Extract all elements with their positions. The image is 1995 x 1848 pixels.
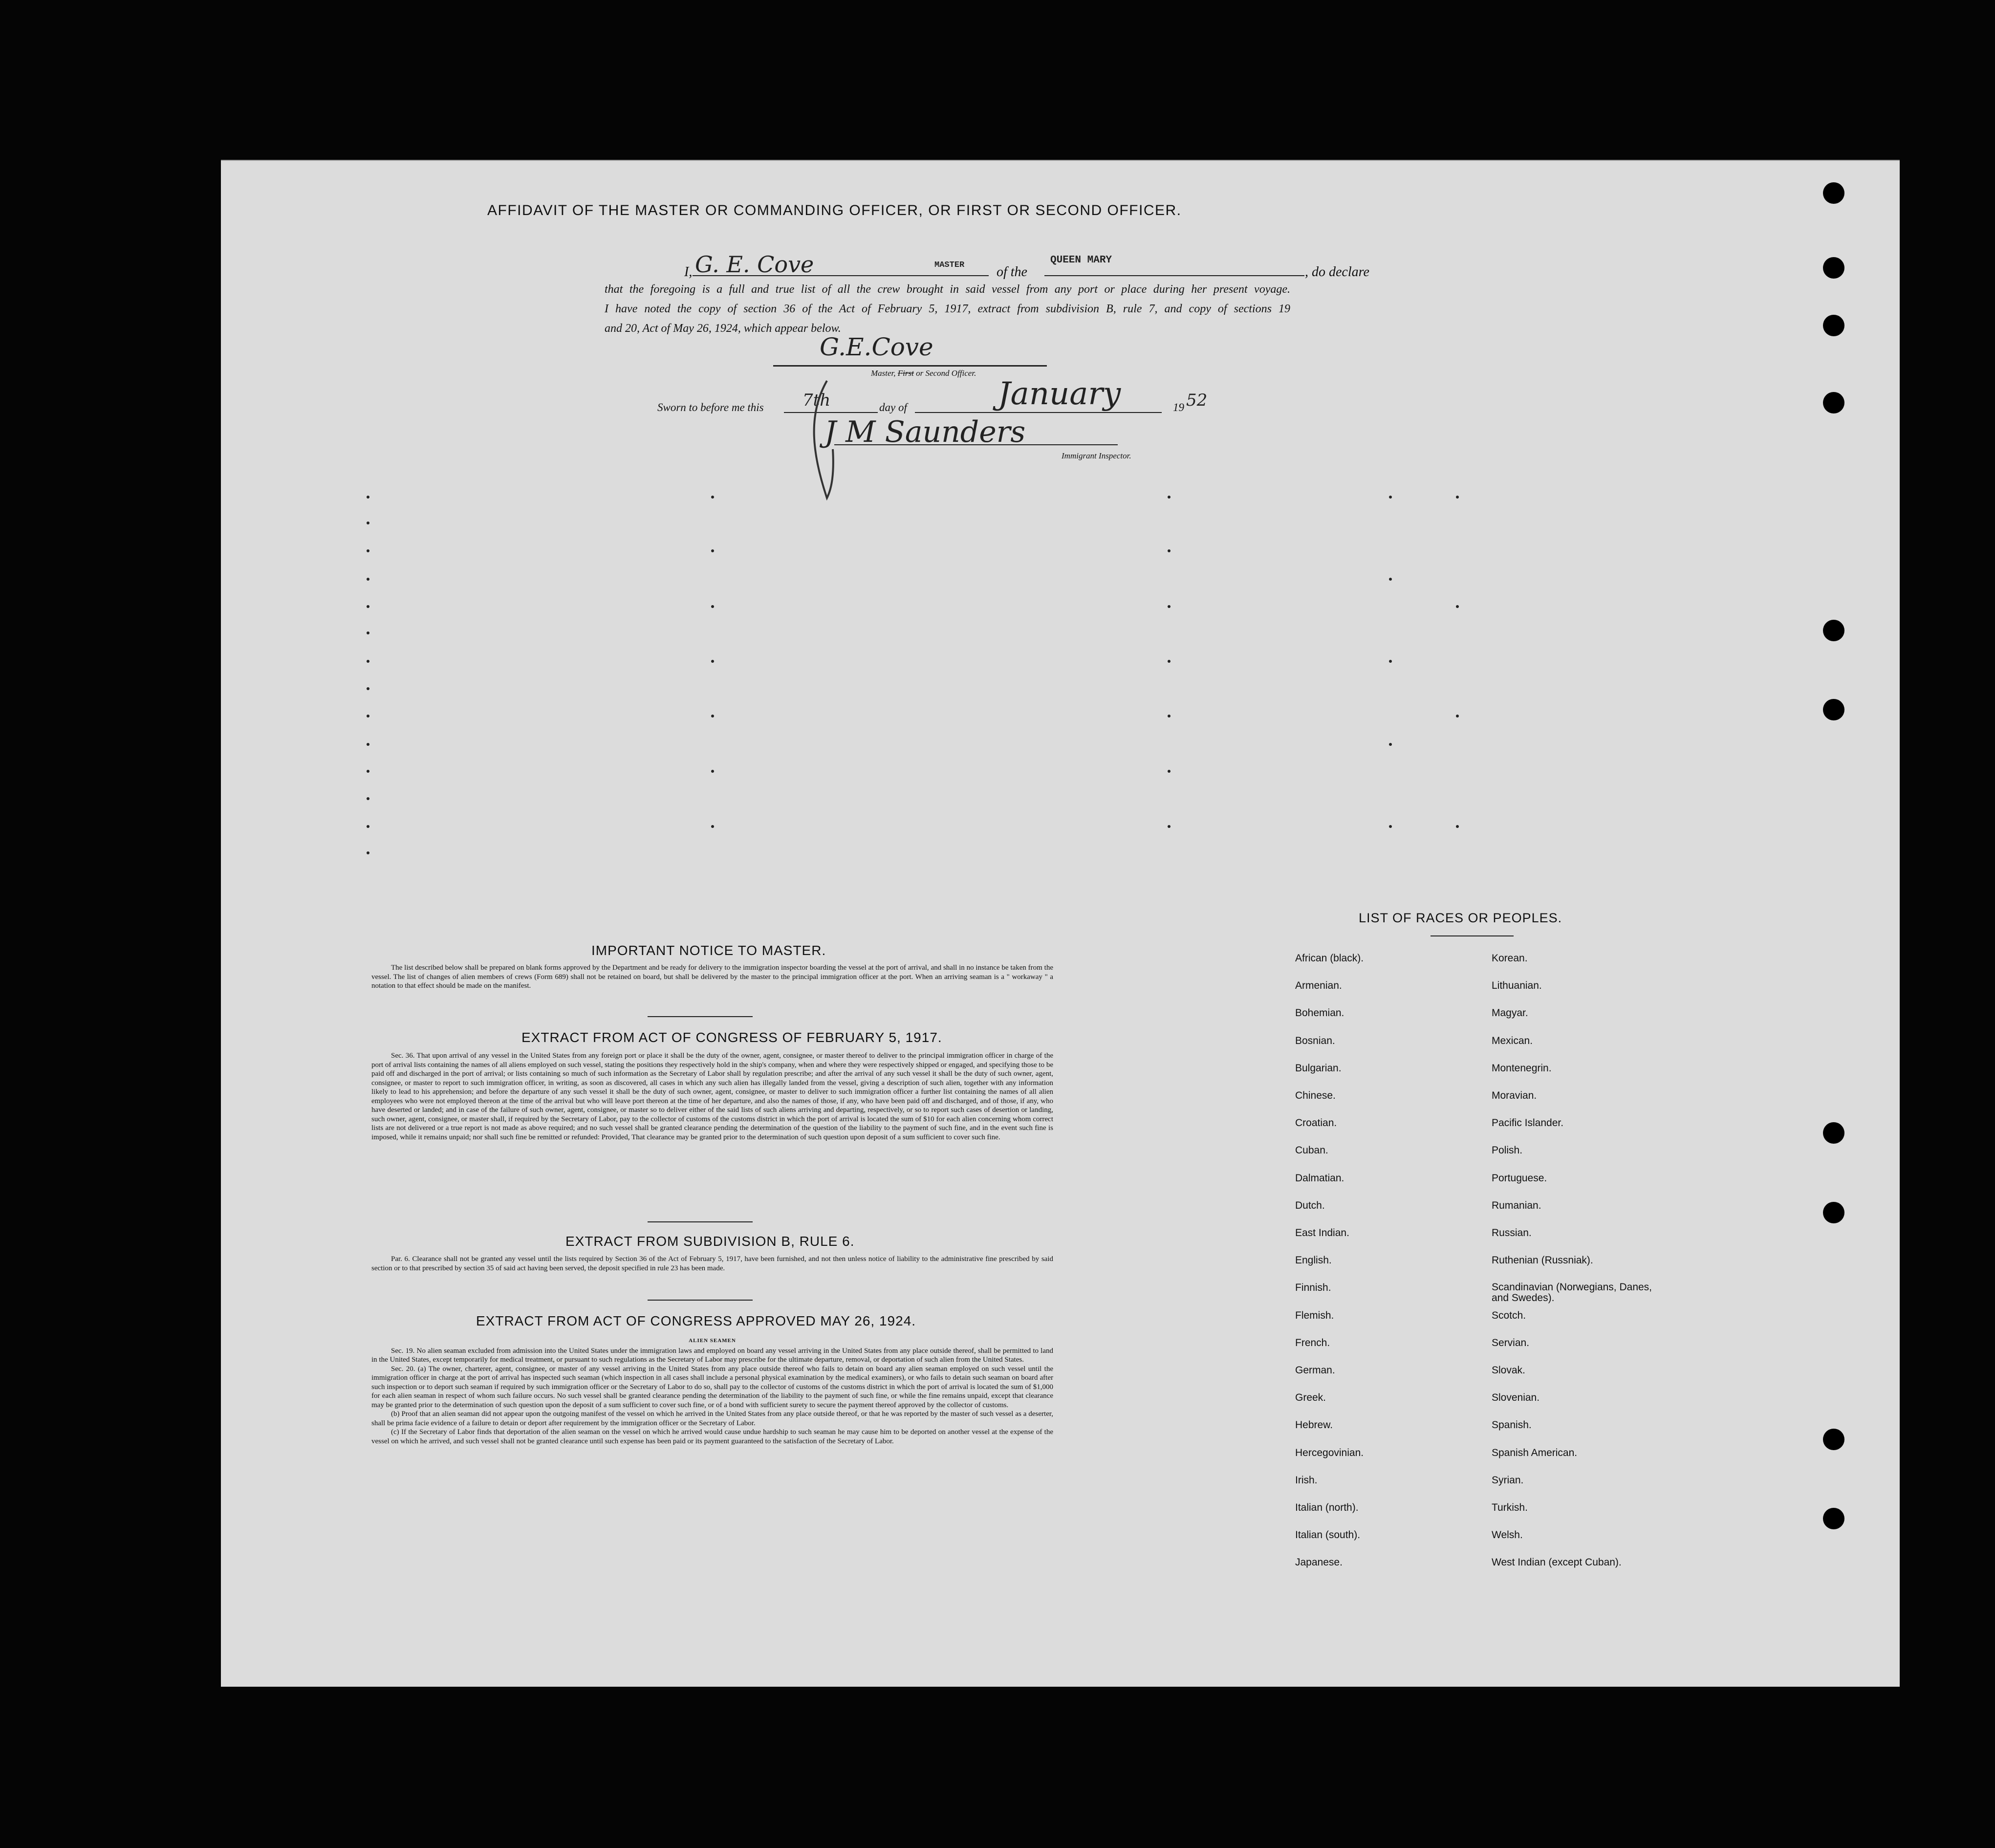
race-item: Korean. [1492,953,1528,964]
notice-text: The list described below shall be prepared on blank forms approved by the Department and be ready for delivery to the immigration inspector boarding the vessel at the port of arrival, and shall in no instance be taken from the vessel. The list of changes of alien members of crews (Form 689) shall not be retained on board, but shall be delivered by the master to the principal immigration officer at the port. When an arriving seaman is a " workaway " a notation to that effect should be made on the manifest. [371,964,1053,990]
race-item: English. [1295,1255,1332,1266]
rank-stamp: MASTER [934,261,965,270]
inspector-signature: J M Saunders [824,415,1026,449]
race-item: Chinese. [1295,1090,1336,1101]
divider [648,1300,753,1301]
race-item: Servian. [1492,1337,1530,1348]
punch-hole [1823,1508,1844,1529]
race-item: Flemish. [1295,1310,1334,1321]
extract-1924-text [371,1335,1053,1446]
race-item: Ruthenian (Russniak). [1492,1255,1593,1266]
race-item: Spanish American. [1492,1447,1578,1458]
race-item: Mexican. [1492,1035,1533,1046]
race-item: Armenian. [1295,980,1342,991]
affidavit-line-3: I have noted the copy of section 36 of the Act of February 5, 1917, extract from subdivision B, rule 7, and copy of sections 19 [605,303,1290,315]
race-item: Croatian. [1295,1117,1337,1129]
affidavit-title: AFFIDAVIT OF THE MASTER OR COMMANDING OFFICER, OR FIRST OR SECOND OFFICER. [487,202,1182,218]
race-item: Hercegovinian. [1295,1447,1364,1458]
race-item: Dalmatian. [1295,1173,1344,1184]
extract-1924-title: EXTRACT FROM ACT OF CONGRESS APPROVED MAY 26, 1924. [476,1313,916,1328]
race-item: French. [1295,1337,1330,1348]
race-item: German. [1295,1365,1335,1376]
extract-1917-title: EXTRACT FROM ACT OF CONGRESS OF FEBRUARY 5, 1917. [521,1030,942,1045]
race-item: Portuguese. [1492,1173,1547,1184]
extract-1917-text: Sec. 36. That upon arrival of any vessel in the United States from any foreign port or place it shall be the duty of the owner, agent, consignee, or master thereof to deliver to the principal immigration officer in charge of the port of arrival lists containing the names of all aliens employed on such vessel, stating the positions they respectively hold in the ship's company, when and where they were respectively shipped or engaged, and specifying those to be paid off and discharged in the port of arrival; or lists containing so much of such information as the Secretary of Labor shall by regulation prescribe; and after the arrival of any such vessel it shall be the duty of such owner, agent, consignee, or master to report to such immigration officer, in writing, as soon as discovered, all cases in which any such alien has illegally landed from the vessel, giving a description of such alien, together with any information likely to lead to his apprehension; and before the departure of any such vessel it shall be the duty of such owner, agent, consignee, or master to deliver to such immigration officer a further list containing the names of all alien employees who were not employed thereon at the time of the arrival but who will leave port thereon at the time of her departure, and also the names of those, if any, who have been paid off and discharged, and of those, if any, who have deserted or landed; and in case of the failure of such owner, agent, consignee, or master so to deliver either of the said lists of such aliens arriving and departing, respectively, or so to report such cases of desertion or landing, such owner, agent, consignee, or master shall, if required by the Secretary of Labor, pay to the collector of customs of the customs district in which the port of arrival is located the sum of $10 for each alien concerning whom correct lists are not delivered or a true report is not made as above required; and no such vessel shall be granted clearance pending the determination of the question of the liability to the payment of such fine, and in the event such fine is imposed, while it remains unpaid; nor shall such fine be remitted or refunded: Provided, That clearance may be granted prior to the determination of such question upon deposit of a sum sufficient to cover such fine. [371,1052,1053,1141]
do-declare-label: , do declare [1305,264,1369,280]
race-item: East Indian. [1295,1227,1349,1239]
race-item: Slovenian. [1492,1392,1540,1403]
race-item: Montenegrin. [1492,1063,1552,1074]
ship-name-stamp: QUEEN MARY [1050,255,1112,266]
divider [1431,935,1514,936]
punch-hole [1823,1122,1844,1144]
inspector-flourish [798,376,866,503]
race-item: Russian. [1492,1227,1532,1239]
divider [648,1221,753,1222]
punch-hole [1823,620,1844,641]
race-item: Turkish. [1492,1502,1528,1513]
race-item: Spanish. [1492,1419,1532,1431]
race-item: Welsh. [1492,1529,1523,1541]
races-title: LIST OF RACES OR PEOPLES. [1359,911,1562,925]
race-item: Scotch. [1492,1310,1526,1321]
alien-seamen-subhead: ALIEN SEAMEN [689,1338,736,1344]
race-item: Cuban. [1295,1145,1328,1156]
race-item: Greek. [1295,1392,1326,1403]
race-item: West Indian (except Cuban). [1492,1557,1622,1568]
race-item: Irish. [1295,1475,1318,1486]
race-item: African (black). [1295,953,1364,964]
sworn-label: Sworn to before me this [657,401,764,413]
race-item: Dutch. [1295,1200,1325,1211]
day-of-label: day of [879,401,907,413]
race-item: Hebrew. [1295,1419,1333,1431]
affidavit-line-2: that the foregoing is a full and true list of all the crew brought in said vessel from any port or place during her present voyage. [605,283,1290,296]
race-item: Bulgarian. [1295,1063,1342,1074]
punch-hole [1823,1429,1844,1450]
manifest-sheet [221,160,1900,1687]
race-item: Scandinavian (Norwegians, Danes, and Swedes). [1492,1282,1652,1304]
race-item: Japanese. [1295,1557,1343,1568]
race-item: Italian (south). [1295,1529,1361,1541]
notice-title: IMPORTANT NOTICE TO MASTER. [591,943,826,958]
master-caption: Master, First or Second Officer. [871,369,976,378]
section-20a: Sec. 20. (a) The owner, charterer, agent, consignee, or master of any vessel arriving in the United States from any place outside thereof who fails to detain on board any alien seaman employed on such vessel until the immigration officer in charge at the port of arrival has inspected such seaman (which inspection in all cases shall include a personal physical examination by the medical examiners), or who fails to detain such seaman on board after such inspection or to deport such seaman if required by such immigration officer or the Secretary of Labor to do so, shall pay to the collector of customs of the customs district in which the port of arrival is located the sum of $1,000 for each alien seaman in respect of whom such failure occurs. No such vessel shall be granted clearance pending the determination of the liability to the payment of such fine, or while the fine remains unpaid, except that clearance may be granted prior to the determination of such question upon the deposit of a sum sufficient to cover such fine, or of a bond with sufficient surety to secure the payment thereof approved by the collector of customs. [371,1365,1053,1409]
race-item: Polish. [1492,1145,1523,1156]
extract-rule6-title: EXTRACT FROM SUBDIVISION B, RULE 6. [565,1234,855,1249]
of-the-label: of the [997,264,1027,280]
section-19: Sec. 19. No alien seaman excluded from admission into the United States under the immigration laws and employed on board any vessel arriving in the United States from any place outside thereof, shall be permitted to land in the United States, except temporarily for medical treatment, or pursuant to such regulations as the Secretary of Labor may prescribe for the ultimate departure, removal, or deportation of such alien from the United States. [371,1347,1053,1364]
race-item: Moravian. [1492,1090,1537,1101]
sworn-month: January [998,376,1121,412]
punch-hole [1823,182,1844,204]
race-item: Syrian. [1492,1475,1524,1486]
extract-rule6-text: Par. 6. Clearance shall not be granted any vessel until the lists required by Section 36 of the Act of February 5, 1917, have been furnished, and not then unless notice of liability to the administrative fine prescribed by said section or to that prescribed by section 35 of said act having been served, the deposit specified in rule 23 has been made. [371,1255,1053,1272]
race-item: Pacific Islander. [1492,1117,1564,1129]
punch-hole [1823,257,1844,279]
punch-hole [1823,1202,1844,1223]
section-20b: (b) Proof that an alien seaman did not appear upon the outgoing manifest of the vessel on which he arrived in the United States from any place outside thereof, or that he was reported by the master of such vessel as a deserter, shall be prima facie evidence of a failure to detain or deport after requirement by the immigration officer or the Secretary of Labor. [371,1410,1053,1427]
race-item: Bohemian. [1295,1007,1344,1019]
declarant-signature: G. E. Cove [695,251,814,278]
race-item: Lithuanian. [1492,980,1542,991]
punch-hole [1823,315,1844,336]
punch-hole [1823,392,1844,413]
race-item: Magyar. [1492,1007,1528,1019]
race-item: Finnish. [1295,1282,1331,1293]
race-item: Bosnian. [1295,1035,1335,1046]
race-item: Rumanian. [1492,1200,1541,1211]
year-suffix: 52 [1186,391,1208,410]
affidavit-line-4: and 20, Act of May 26, 1924, which appear below. [605,322,841,335]
punch-hole [1823,699,1844,720]
master-signature: G.E.Cove [820,333,933,361]
section-20c: (c) If the Secretary of Labor finds that deportation of the alien seaman on the vessel on which he arrived would cause undue hardship to such seaman he may cause him to be deported on another vessel at the expense of the vessel on which he arrived, and such vessel shall not be granted clearance until such expense has been paid or its payment guaranteed to the satisfaction of the Secretary of Labor. [371,1428,1053,1445]
divider [648,1016,753,1017]
race-item: Italian (north). [1295,1502,1359,1513]
declarant-prefix: I, [684,264,693,280]
sworn-day: 7th [802,391,831,410]
race-item: Slovak. [1492,1365,1525,1376]
inspector-caption: Immigrant Inspector. [1062,451,1131,460]
year-prefix: 19 [1173,401,1184,413]
